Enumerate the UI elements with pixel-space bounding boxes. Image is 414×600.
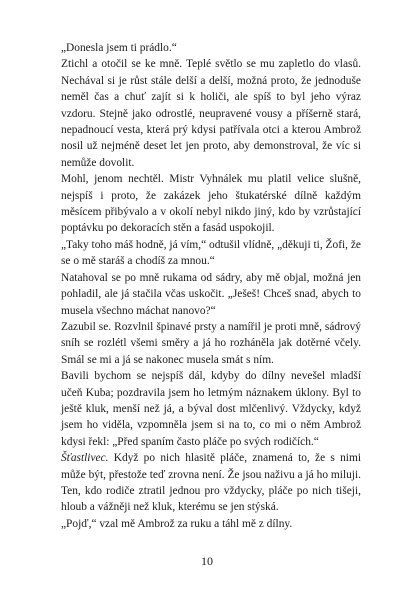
paragraph-text: Mohl, jenom nechtěl. Mistr Vyhnálek mu platil velice slušně, nejspíš i proto, že zakázek jeho štukatérské dílně každým měsícem přibývalo a v okolí nebyl nikdo jiný, kdo by vzrůstající poptávku po dekoracích stěn a fasád uspokojil. [61,173,361,235]
paragraph-5 [61,270,361,319]
paragraph-7 [61,368,361,450]
paragraph-4 [61,237,361,270]
paragraph-6 [61,319,361,368]
paragraph-text: Když po nich hlasitě pláče, znamená to, že s nimi může být, přestože teď zrovna není. Že jsou naživu a já ho miluji. Ten, kdo rodiče ztratil jednou pro vždycky, pláče po nich tišeji, hloub a vážněji než kluk, kterému se jen stýská. [61,452,361,514]
paragraph-2 [61,56,361,171]
paragraph-text: Zazubil se. Rozvlnil špinavé prsty a namířil je proti mně, sádrový sníh se rozlétl všemi směry a já ho rozháněla jak dotěrné včely. Smál se mi a já se nakonec musela smát s ním. [61,320,361,366]
paragraph-text: Ztichl a otočil se ke mně. Teplé světlo se mu zapletlo do vlasů. Nechával si je růst stále delší a delší, možná proto, že jednoduše neměl čas a chuť zajít si k holiči, ale spíš to byl jeho výraz vzdoru. Stejně jako odrostlé, neupravené vousy a příšerně stará, nepadnoucí vesta, která prý kdysi patřívala otci a kterou Ambrož nosil už nejméně deset let jen proto, aby demonstroval, že víc si nemůže dovolit. [61,58,361,169]
paragraph-text: Natahoval se po mně rukama od sádry, aby mě objal, možná jen pohladil, ale já stačila včas uskočit. „Ješeš! Chceš snad, abych to musela všechno máchat nanovo?“ [61,271,361,317]
paragraph-text: Bavili bychom se nejspíš dál, kdyby do dílny nevešel mladší učeň Kuba; pozdravila jsem ho letmým náznakem úklony. Byl to ještě kluk, menší než já, a býval dost mlčenlivý. Vždycky, když jsem ho viděla, vzpomněla jsem si na to, co mi o něm Ambrož kdysi řekl: „Před spaním často pláče po svých rodičích.“ [61,370,361,448]
paragraph-3 [61,171,361,237]
paragraph-text: „Pojď,“ vzal mě Ambrož za ruku a táhl mě z dílny. [61,517,293,530]
paragraph-1 [61,40,361,56]
paragraph-lead-italic: Šťastlivec. [61,452,109,465]
body-text [61,40,361,532]
paragraph-8 [61,450,361,516]
paragraph-text: „Taky toho máš hodně, já vím,“ odtušil vlídně, „děkuji ti, Žofi, že se o mě staráš a chodíš za mnou.“ [61,238,361,268]
page-number: 10 [201,554,213,568]
paragraph-9 [61,516,361,532]
paragraph-text: „Donesla jsem ti prádlo.“ [61,42,177,54]
